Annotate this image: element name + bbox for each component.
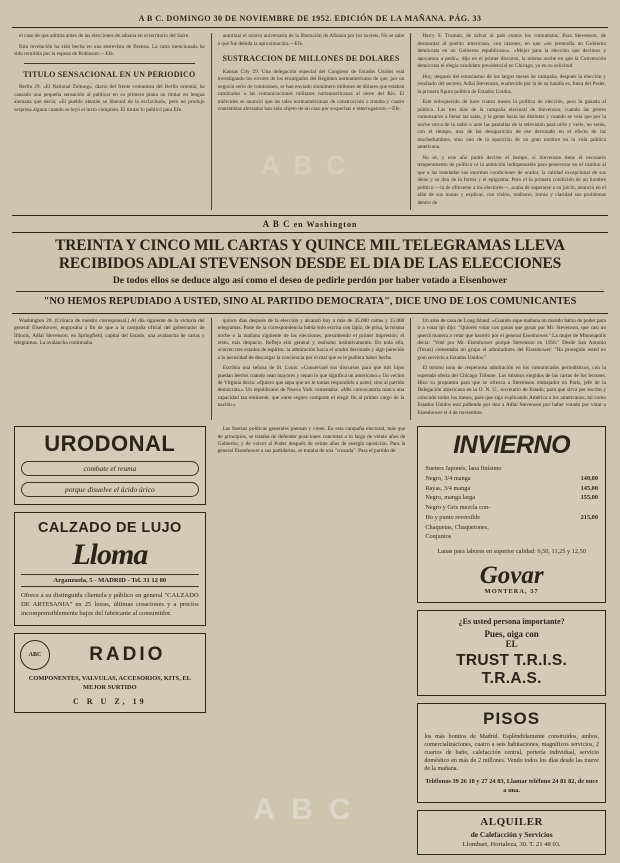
paragraph: el caso de que admita antes de las elecciones de aduana en el territorio del Sarre. [19,33,190,39]
list-item [425,464,598,474]
item-price: 215,00 [580,513,598,521]
list-item [425,523,598,533]
column-1 [12,33,212,210]
paragraph: Washington 29. (Crónica de nuestro corresponsal.) Al día siguiente de la victoria del general Eisenhower, engrosaba a fin de que a la campaña oficial del gobernador de Illinois, Adlai Stevenson, en Springfield, capital del Estado, una avalancha de cartas y telegramas. La avalancha continuaba [14,317,205,347]
ad-body-text: Ofrece a su distinguida clientela y público en general "CALZADO DE ARTESANIA" en 25 horas, últimas creaciones y a precios incomprensiblemente bajos del fabricante al consumidor. [21,592,199,617]
ad-address: Arganzuela, 5 - MADRID - Tel. 31 12 80 [21,574,199,587]
ad-article-word: EL [505,638,518,649]
watermark-bottom: ABC [253,793,367,826]
paragraph: Harry S. Truman, de salvar al país contra los comunistas. Para Stevenson, de desmontar al pueblo americano, con razones, en que «no pretendía un Gobierno demócrata en un Gobierno republicano». «Mejor para la elección que decimos y apoyamos a pedir», dijo en el primer discurso, la misma noche en que la Convención demócrata el elegía candidato presidencial en Chicago, ya en su solicitud. [417,33,606,70]
item-label: Chaquetas, Chaquetones, [425,523,489,531]
list-item [425,503,598,513]
ad-price-list [425,464,598,542]
paragraph: Este enloquecido de hace cuatro meses la política de elección, pero la ganada al público. Las tres días de la campaña electoral de Stevenson, cuando las gentes comenzaron a llenar las salas, y la gente hacía las distintas y cuando se veía que por la noche cerca de la radio o ante las pantallas de la televisión para oírle y verle, no serán, con el tiempo, una de las desaparición de ese derrotado en el efecto de las muchedumbres, sino uno de la aparición de un gran nombre en la vida pública americana. [417,99,606,151]
item-label: Conjuntos [425,533,452,541]
ad-header-row [20,640,200,670]
ad-footer-note: Lanas para labores en superior calidad: 9,50, 11,25 y 12,50 [437,548,586,556]
headline-subhead: De todos ellos se deduce algo así como el deseo de pedirle perdón por haber votado a Eisenhower [112,275,508,287]
headline-primary: TREINTA Y CINCO MIL CARTAS Y QUINCE MIL TELEGRAMAS LLEVA RECIBIDOS ADLAI STEVENSON DESDE EL DIA DE LAS ELECCIONES [55,237,565,272]
paragraph: autorizar el octavo aniversario de la liberación de Albania por los soviets. No se sabe a qué fue debida la aproximación.—Efe. [217,33,405,47]
ad-address: C R U Z, 19 [72,696,147,706]
main-headline-block [12,233,608,313]
ad-title: CALZADO DE LUJO [37,520,182,537]
ad-title: ALQUILER [480,815,543,828]
ad-trust[interactable] [417,610,606,696]
ad-title: PISOS [483,708,541,728]
ad-brand-script: Lloma [72,538,148,572]
ad-tagline-2: porque disuelve el ácido úrico [21,482,199,497]
ad-body-text: los más bonitos de Madrid. Espléndidamente construidos, ambos, comercializaciones, cuatro a seis habitaciones, magníficos servicios, 2 cuartos de baño, calefacción central, portería individual, servicio doméstico en más de 2 millones. Vendo todos los días desde las nueve de la mañana. [424,733,599,773]
ad-address: MONTERA, 37 [484,587,539,595]
item-label: Ho y punto reversible [425,513,481,521]
item-label: Rayas, 3/4 manga [425,484,471,492]
watermark-top: ABC [260,150,360,180]
abc-logo-text: A B C [262,219,291,230]
band-label: en Washington [293,220,358,230]
ad-question: ¿Es usted persona importante? [458,616,565,626]
article-column-1 [12,318,212,420]
ad-tagline-1: combate el reuma [21,461,199,476]
ad-address: Llombart, Hortaleza, 30. T. 21 48 03. [462,840,561,848]
paragraph: No sé, y este año podrá decirse el tiempo, si Stevenson tiene el necesario temperamento de político ni la ambición indispensable para perseverar en el camino al que a las toneladas sus enormes condiciones de orador, la calidad excepcional de sus ideas y su don de la forma y el epigrama. Pero el la primera condición de un hombre político —la de ofrecerse a los electores—, acaba de superarse a su juicio, anunció en el afán de sus masas y explicar, con visión, realismo, ironía y claridad sus problemas dentro de [417,154,606,206]
paragraph: Kansas City 29. Una delegación especial del Congreso de Estados Unidos está investigando los errores de los encargados del Régimen norteamericano de que, por un negocio serio de comisiones, se han enviado sinnúmero millones de dólares que estaban cambiados a las comunicaciones militares norteamericanas al oeste del Rin. El miércoles se anunció que las tales norteamericanas de construcción o trataba y cuatro contratistas afectados han sido objeto de un caso por sospechas e interrogatorio.—Efe. [217,68,405,113]
article-continued [218,426,406,456]
ad-column-1 [12,426,212,861]
section-heading: TITULO SENSACIONAL EN UN PERIODICO [23,69,196,79]
ad-pisos[interactable] [417,703,606,803]
list-item [425,493,598,503]
advertisement-row [12,426,608,861]
ad-column-2 [212,426,412,861]
paragraph: Escribía una señora de St. Louis: «Conservaré sus discursos para que mis hijos puedan leerlos cuando sean mayores y sepan lo que significa un americano.» Un vecino de Virginia decía: «Quiero que sepa que no le tomas respondido a usted, sino al partido demócrata.» Un republicano de Nueva York comentaba: «Mis convocatoria nunca una capacidad tan eminente, que entre seguro comparte el elegir fin al primer cargo de la nación.» [217,365,405,409]
ad-urodonal[interactable] [14,426,206,505]
ad-answer: Pues, oiga con [484,628,539,639]
list-item [425,532,598,542]
ad-body-text: COMPONENTES, VALVULAS, ACCESORIOS, KITS, EL MEJOR SURTIDO [28,674,191,691]
ad-invierno-govar[interactable] [417,426,606,602]
divider [24,63,195,64]
ad-title: RADIO [89,643,166,665]
item-label: Negro, 3/4 manga [425,474,471,482]
ad-brand-script: Govar [479,561,544,589]
ad-subtitle: de Calefacción y Servicios [470,829,553,839]
column-3 [411,33,608,210]
ad-column-3 [411,426,608,861]
top-columns [12,33,608,216]
article-column-2 [212,318,412,420]
paragraph: Hoy, después del entusiasmo de los largos meses de campaña, después la elección y resultado del secreto, Adlai Stevenson, enaltecido por la de su batalla es, fuera del Poder, la primera figura política de Estados Unidos. [417,73,606,95]
list-item [425,474,598,484]
column-2 [212,33,412,210]
ad-radio[interactable] [14,633,206,713]
ad-brand-name: TRUST T.R.I.S. T.R.A.S. [456,651,568,687]
headline-quote: "NO HEMOS REPUDIADO A USTED, SINO AL PARTIDO DEMOCRATA", DICE UNO DE LOS COMUNICANTES [16,291,604,308]
article-column-3 [411,318,608,420]
ad-title: INVIERNO [453,431,571,460]
section-heading: SUSTRACCION DE MILLONES DE DOLARES [222,54,400,64]
ad-phone: Teléfonos 39 26 18 y 27 24 83, Llamar teléfono 24 81 82, de once a una. [425,777,599,794]
item-label: Sueters Japonés, lana finísimo [425,465,502,473]
paragraph: quince días después de la elección y alcanzó hoy a más de 35.000 cartas y 15.000 telegramas. Parte de la correspondencia había sido escrita con lápiz, de prisa, la misma noche o la mañana siguiente de las elecciones, presintiendo el primer impresión; el resto, más despacio. Refleja ello general y realismo instintivamente. En toda ella, ocurren tres estados de espíritu: la admiración hacia el orador derrotado y algo parecido a la necesidad de descargar la conciencia por el mal que se le pudiera haber hecho. [217,317,405,361]
item-price: 140,00 [580,474,598,482]
paragraph: Un amo de casa de Long Island: «Cuando supe mañana un marido había de poder para ir a votar ipi dijo: "Quieres votar con ganas que gusas por Mr. Stevenson, que casi no querrá manera a votar que hacerlo por el general Eisenhower." La mujer de Minneapolis decía: "Voté por Mr. Eisenhower porque Stevenson en 1956." Desde San Antonio (Texas) comentaba un grupo el admiradores del Eisenhower: "Ha protegido usted en gran servicio a Estados Unidos." [417,317,606,361]
paragraph: Las fuerzas políticas generales piensan y creen. En esta campaña electoral, más que de principios, se trataba de defender posiciones concretas a lo largo de veinte años de Gobierno, y de volver al Poder después de veinte años de energía oposición. Para la general Eisenhower a sus partidarios, se trataba de una "cruzada". Para el partido de [217,426,406,455]
ad-alquiler[interactable] [417,810,606,855]
masthead: A B C. DOMINGO 30 DE NOVIEMBRE DE 1952. EDICIÓN DE LA MAÑANA. PÁG. 33 [12,14,608,28]
ad-brand-name: URODONAL [44,431,176,457]
section-band-abc-washington [12,216,608,233]
article-columns [12,318,608,420]
paragraph: Esta revelación ha sido hecha en una entrevista de Brenna. La carta mencionada ha sido remitida por la esposa de Robinson.—Efe. [14,43,205,58]
ad-calzado-lloma[interactable] [14,512,206,626]
radio-dial-icon: ABC [20,640,50,670]
list-item [425,484,598,494]
item-label: Negro y Gris mezcla con- [425,504,491,512]
item-price: 155,00 [580,494,598,502]
paragraph: Berlín 29. «El National Zeitung», diario del frente comunista del Berlín oriental, ha causado una pequeña sensación al publicar en su primera plana un titular en lengua alemana que decía: «El pueblo alemán se liberará de la esclavitud», pero no produjo sorpresa alguna cuando se leyó el texto completo. El titular lo publicó para Efe. [14,84,205,113]
item-label: Negro, manga larga [425,494,476,502]
item-price: 145,00 [580,484,598,492]
list-item [425,513,598,523]
paragraph: El mismo tono de respetuosa admiración en los comunicados periodísticos, con la esperada oferta del Chicago Tribune. Los mismos elegidos de las cartas de los lectores. Hizo su propuesta para que se ofrezca a Stevenson embajador en París, jefe de la Delegación americana en la O. N. U., secretario de Estado; para que sirva por escrito y colocado todos los meses, para que siga explicando América a los americanos, tal como Estados Unidos está pidiendo por don a Adlai Stevenson por haber votado por votar a Eisenhower el 4 de noviembre. [417,365,606,416]
